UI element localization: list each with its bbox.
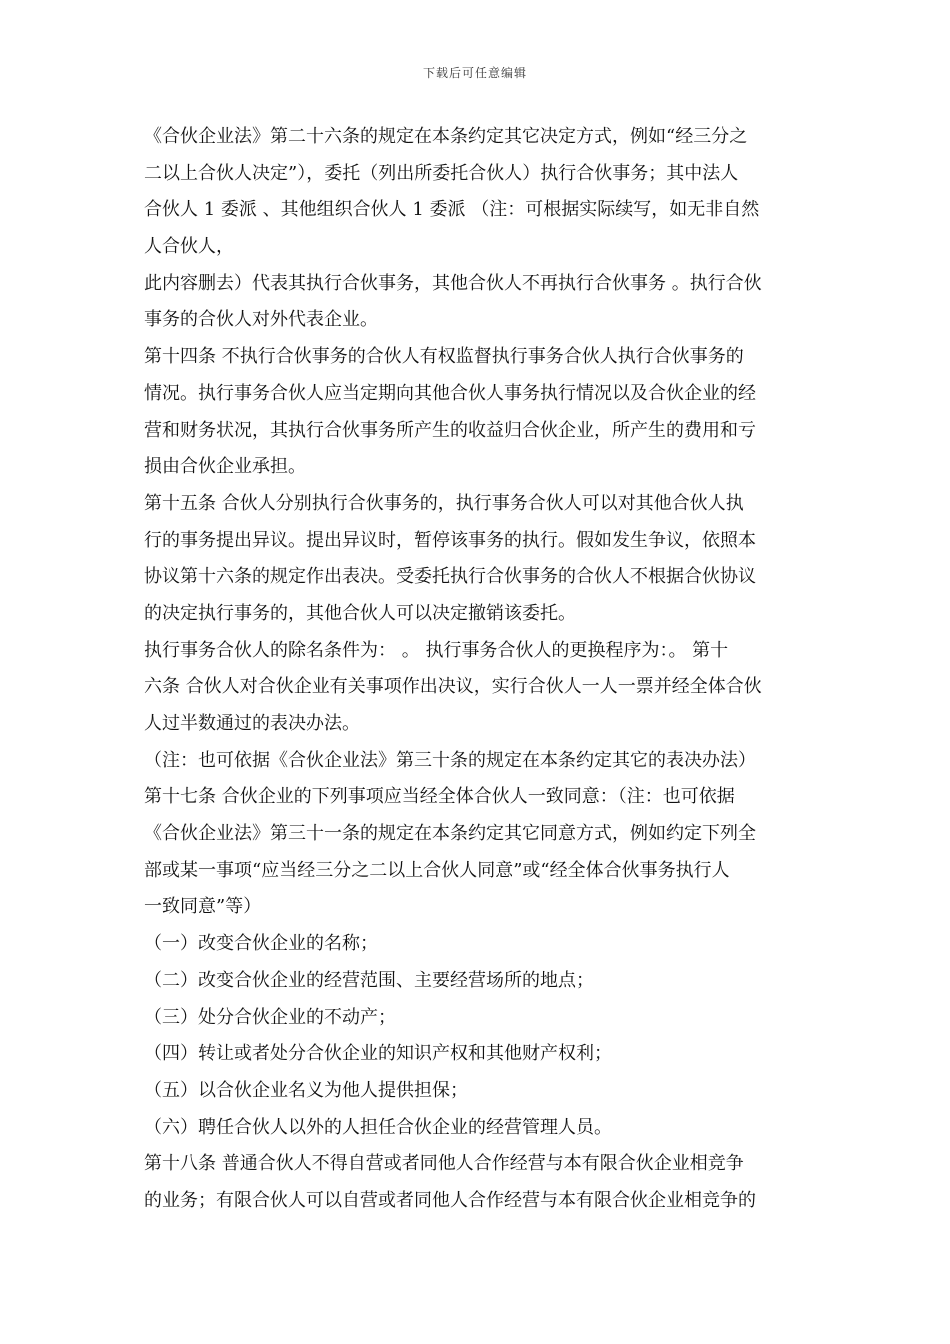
text-line: 的业务；有限合伙人可以自营或者同他人合作经营与本有限合伙企业相竞争的 [144,1189,756,1211]
text-line: 协议第十六条的规定作出表决。受委托执行合伙事务的合伙人不根据合伙协议 [144,566,756,588]
text-line: 部或某一事项“应当经三分之二以上合伙人同意”或“经全体合伙事务执行人 [144,859,730,881]
text-line: （五）以合伙企业名义为他人提供担保； [144,1079,468,1101]
text-line: （四）转让或者处分合伙企业的知识产权和其他财产权利； [144,1043,612,1065]
text-line: 《合伙企业法》第二十六条的规定在本条约定其它决定方式，例如“经三分之 [144,126,748,147]
text-line: 损由合伙企业承担。 [144,456,306,478]
text-line: 此内容删去）代表其执行合伙事务，其他合伙人不再执行合伙事务 。执行合伙 [144,272,762,294]
text-line: （三）处分合伙企业的不动产； [144,1006,396,1028]
text-line: （注：也可依据《合伙企业法》第三十条的规定在本条约定其它的表决办法） [144,749,756,771]
text-line: 一致同意”等） [144,896,262,918]
text-line: 六条 合伙人对合伙企业有关事项作出决议，实行合伙人一人一票并经全体合伙 [144,676,762,698]
text-line: 第十五条 合伙人分别执行合伙事务的，执行事务合伙人可以对其他合伙人执 [144,492,744,514]
page-header: 下载后可任意编辑 [422,66,527,80]
text-line: 《合伙企业法》第三十一条的规定在本条约定其它同意方式，例如约定下列全 [144,823,756,845]
text-line: 营和财务状况，其执行合伙事务所产生的收益归合伙企业，所产生的费用和亏 [144,419,756,441]
text-line: 人过半数通过的表决办法。 [144,713,360,734]
document-body [144,119,808,1220]
text-line: 事务的合伙人对外代表企业。 [144,309,378,331]
text-line: 人合伙人， [144,236,234,258]
text-line: 行的事务提出异议。提出异议时，暂停该事务的执行。假如发生争议，依照本 [144,529,756,551]
text-line: 第十八条 普通合伙人不得自营或者同他人合作经营与本有限合伙企业相竞争 [144,1153,744,1175]
text-line: 二以上合伙人决定”），委托（列出所委托合伙人）执行合伙事务；其中法人 [144,162,739,184]
text-line: 第十四条 不执行合伙事务的合伙人有权监督执行事务合伙人执行合伙事务的 [144,346,744,368]
text-line: 情况。执行事务合伙人应当定期向其他合伙人事务执行情况以及合伙企业的经 [144,382,756,404]
text-line: （一）改变合伙企业的名称； [144,933,378,955]
text-line: （二）改变合伙企业的经营范围、主要经营场所的地点； [144,969,594,991]
text-line: 执行事务合伙人的除名条件为： 。 执行事务合伙人的更换程序为：。 第十 [144,639,729,661]
text-line: （六）聘任合伙人以外的人担任合伙企业的经营管理人员。 [144,1116,612,1138]
text-line: 第十七条 合伙企业的下列事项应当经全体合伙人一致同意：（注：也可依据 [144,786,735,808]
text-line: 合伙人 1 委派 、其他组织合伙人 1 委派 （注：可根据实际续写，如无非自然 [144,199,760,221]
text-line: 的决定执行事务的，其他合伙人可以决定撤销该委托。 [144,602,576,624]
